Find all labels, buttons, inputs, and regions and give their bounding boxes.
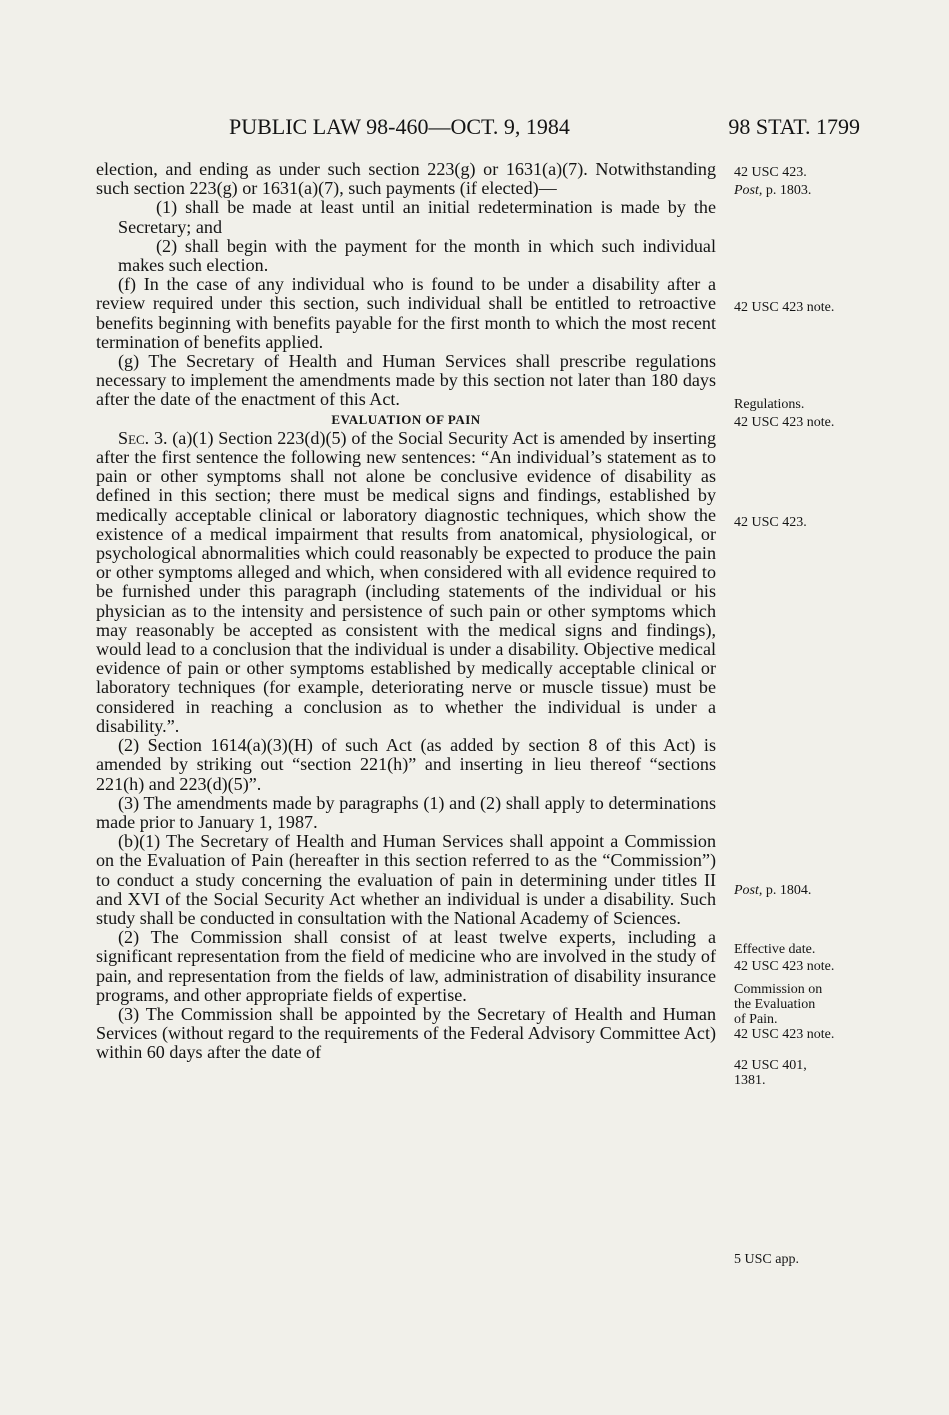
paragraph: (b)(1) The Secretary of Health and Human Services shall appoint a Commission on the Evaluation of Pain (hereafter in this section referred to as the “Commission”) to conduct a study concerning the evaluation of pain in determining under titles II and XVI of the Social Security Act whether an individual is under a disability. Such study shall be conducted in consultation with the National Academy of Sciences. (96, 831, 716, 928)
section-label: Sec. 3. (118, 427, 168, 448)
margin-note: Effective date. (734, 942, 816, 957)
margin-note (734, 883, 811, 898)
margin-note (734, 183, 811, 198)
margin-note: the Evaluation (734, 997, 816, 1012)
section-heading: EVALUATION OF PAIN (331, 411, 481, 427)
paragraph (96, 429, 716, 736)
header-stat-page: 98 STAT. 1799 (728, 114, 860, 139)
margin-note: 42 USC 423 note. (734, 415, 835, 430)
margin-note: 42 USC 401, (734, 1058, 807, 1073)
paragraph: (2) Section 1614(a)(3)(H) of such Act (as added by section 8 of this Act) is amended by striking out “section 221(h)” and inserting in lieu thereof “sections 221(h) and 223(d)(5)”. (96, 735, 716, 794)
paragraph: (f) In the case of any individual who is found to be under a disability after a review required under this section, such individual shall be entitled to retroactive benefits beginning with benefits payable for the first month to which the most recent termination of benefits applied. (96, 274, 716, 352)
margin-note-text: p. 1804. (762, 883, 812, 898)
header-title: PUBLIC LAW 98-460—OCT. 9, 1984 (229, 114, 570, 139)
margin-note: 5 USC app. (734, 1252, 799, 1267)
margin-note: 42 USC 423 note. (734, 959, 835, 974)
paragraph: (2) The Commission shall consist of at least twelve experts, including a significant representation from the field of medicine who are involved in the study of pain, and representation from the fields of law, administration of disability insurance programs, and other appropriate fields of expertise. (96, 927, 716, 1005)
paragraph: (3) The Commission shall be appointed by the Secretary of Health and Human Services (without regard to the requirements of the Federal Advisory Committee Act) within 60 days after the date of (96, 1003, 716, 1063)
paragraph: (g) The Secretary of Health and Human Services shall prescribe regulations necessary to implement the amendments made by this section not later than 180 days after the date of the enactment of this Act. (96, 351, 716, 410)
paragraph: (1) shall be made at least until an initial redetermination is made by the Secretary; and (118, 197, 716, 237)
margin-note-italic: Post, (734, 183, 763, 198)
body-text (96, 160, 716, 1063)
margin-note: 42 USC 423. (734, 515, 807, 530)
paragraph: (2) shall begin with the payment for the month in which such individual makes such election. (118, 235, 716, 276)
margin-note: 42 USC 423 note. (734, 1027, 835, 1042)
page-header (229, 114, 860, 144)
paragraph: election, and ending as under such section 223(g) or 1631(a)(7). Notwithstanding such section 223(g) or 1631(a)(7), such payments (if elected)— (96, 159, 716, 199)
margin-note: 1381. (734, 1073, 766, 1088)
margin-note: 42 USC 423. (734, 165, 807, 180)
margin-note: Regulations. (734, 397, 805, 412)
margin-note-text: p. 1803. (762, 183, 812, 198)
margin-note: 42 USC 423 note. (734, 300, 835, 315)
margin-note-italic: Post, (734, 883, 763, 898)
margin-note: of Pain. (734, 1012, 778, 1027)
paragraph-text: (a)(1) Section 223(d)(5) of the Social Security Act is amended by inserting after the first sentence the following new sentences: “An individual’s statement as to pain or other symptoms shall not alone be conclusive evidence of disability as defined in this section; there must be medical signs and findings, established by medically acceptable clinical or laboratory diagnostic techniques, which show the existence of a medical impairment that results from anatomical, physiological, or psychological abnormalities which could reasonably be expected to produce the pain or other symptoms alleged and which, when considered with all evidence required to be furnished under this paragraph (including statements of the individual or his physician as to the intensity and persistence of such pain or other symptoms which may reasonably be accepted as consistent with the medical signs and findings), would lead to a conclusion that the individual is under a disability. Objective medical evidence of pain or other symptoms established by medically acceptable clinical or laboratory techniques (for example, deteriorating nerve or muscle tissue) must be considered in reaching a conclusion as to whether the individual is under a disability.”. (96, 427, 716, 736)
margin-note: Commission on (734, 982, 823, 997)
paragraph: (3) The amendments made by paragraphs (1) and (2) shall apply to determinations made prior to January 1, 1987. (96, 792, 716, 832)
